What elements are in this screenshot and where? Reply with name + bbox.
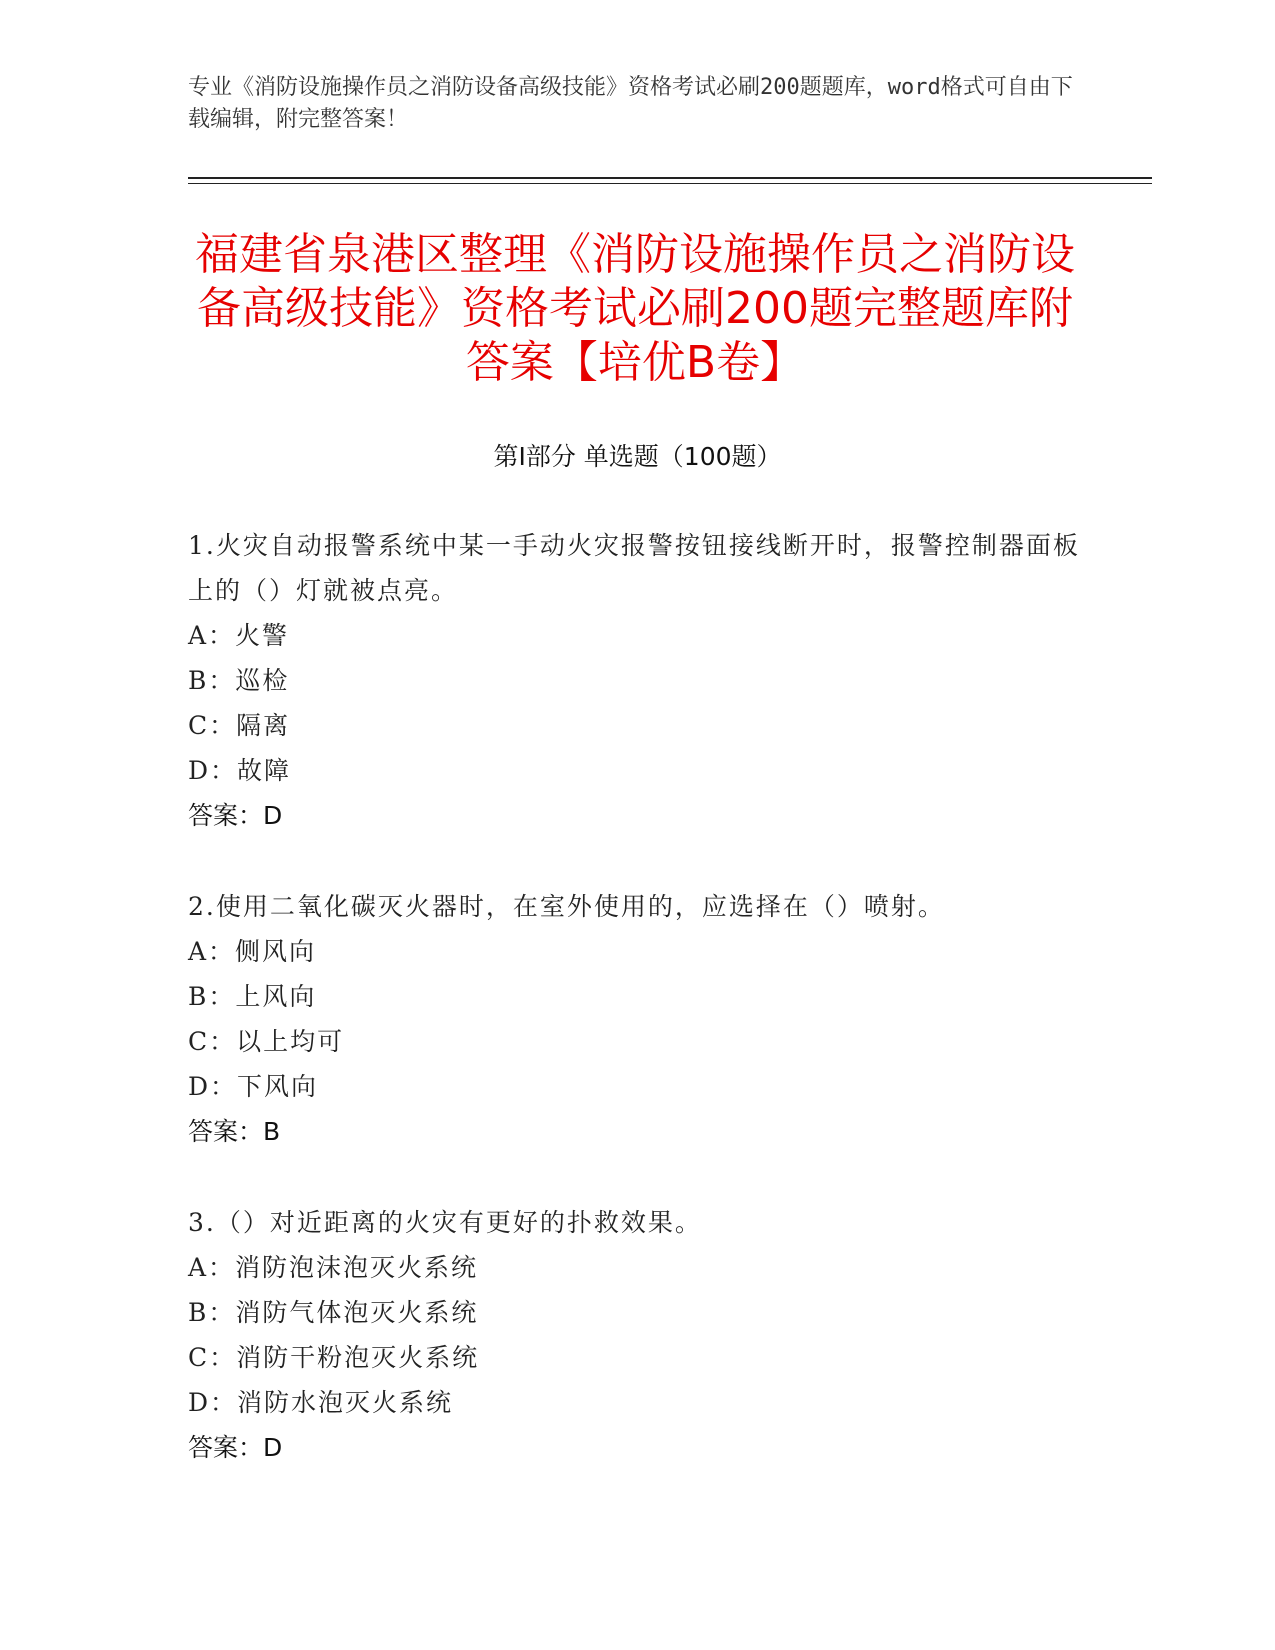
option-d: D：下风向 xyxy=(188,1072,319,1101)
answer: 答案：B xyxy=(188,1117,281,1146)
option-b: B：消防气体泡灭火系统 xyxy=(188,1298,479,1327)
option-d: D：故障 xyxy=(188,756,292,785)
option-b: B：巡检 xyxy=(188,666,290,695)
question-stem: 3.（）对近距离的火灾有更好的扑救效果。 xyxy=(188,1208,702,1237)
option-c: C：隔离 xyxy=(188,711,291,740)
option-c: C：以上均可 xyxy=(188,1027,345,1056)
question-stem: 1.火灾自动报警系统中某一手动火灾报警按钮接线断开时，报警控制器面板上的（）灯就被点亮。 xyxy=(188,531,1080,605)
option-a: A：侧风向 xyxy=(188,937,317,966)
answer: 答案：D xyxy=(188,801,283,830)
header-rule-thin xyxy=(188,183,1152,184)
option-c: C：消防干粉泡灭火系统 xyxy=(188,1343,480,1372)
option-a: A：消防泡沫泡灭火系统 xyxy=(188,1253,479,1282)
question-2 xyxy=(188,884,1088,1154)
question-list xyxy=(188,523,1088,1470)
option-d: D：消防水泡灭火系统 xyxy=(188,1388,454,1417)
option-a: A：火警 xyxy=(188,621,290,650)
question-stem: 2.使用二氧化碳灭火器时，在室外使用的，应选择在（）喷射。 xyxy=(188,892,945,921)
answer: 答案：D xyxy=(188,1433,283,1462)
section-heading: 第Ⅰ部分 单选题（100题） xyxy=(493,442,782,471)
header-rule-thick xyxy=(188,177,1152,179)
document-title: 福建省泉港区整理《消防设施操作员之消防设备高级技能》资格考试必刷200题完整题库附答案【培优B卷】 xyxy=(195,229,1075,388)
question-3 xyxy=(188,1200,1088,1470)
option-b: B：上风向 xyxy=(188,982,317,1011)
header-note: 专业《消防设施操作员之消防设备高级技能》资格考试必刷200题题库，word格式可自由下载编辑，附完整答案！ xyxy=(188,75,1073,132)
question-1 xyxy=(188,523,1088,838)
